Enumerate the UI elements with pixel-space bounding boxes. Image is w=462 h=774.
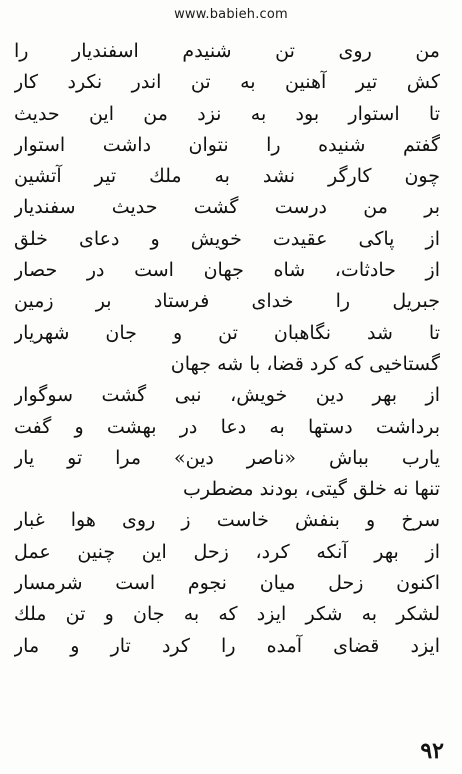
poem-text: [14, 36, 440, 662]
verse-line: برداشت دستها به دعا در بهشت و گفت: [14, 415, 440, 438]
verse-line: من روی تن شنیدم اسفندیار را: [14, 40, 440, 62]
verse-line: گستاخیی که کرد قضا، با شه جهان: [170, 352, 440, 375]
site-url: www.babieh.com: [174, 7, 288, 22]
verse-line: گفتم شنیده را نتوان داشت استوار: [14, 133, 440, 156]
verse-line: از پاکی عقیدت خویش و دعای خلق: [14, 227, 440, 250]
verse-line: اکنون زحل میان نجوم است شرمسار: [14, 572, 440, 595]
verse-line: ایزد قضای آمده را کرد تار و مار: [14, 634, 440, 657]
verse-line: کش تیر آهنین به تن اندر نکرد کار: [14, 71, 440, 94]
verse-line: از بهر آنکه کرد، زحل این چنین عمل: [14, 540, 440, 563]
verse-line: جبریل را خدای فرستاد بر زمین: [14, 290, 440, 313]
verse-line: از حادثات، شاه جهان است در حصار: [14, 259, 440, 282]
verse-line: لشکر به شکر ایزد که به جان و تن ملك: [14, 603, 440, 626]
page-number: ۹۲: [420, 738, 444, 764]
verse-line: تنها نه خلق گیتی، بودند مضطرب: [182, 478, 440, 501]
verse-line: چون کارگر نشد به ملك تير آتشين: [14, 165, 440, 188]
verse-line: تا استوار بود به نزد من این حدیث: [14, 102, 440, 125]
verse-line: بر من درست گشت حدیث سفندیار: [14, 196, 440, 219]
verse-line: از بهر دین خویش، نبی گشت سوگوار: [14, 384, 440, 407]
verse-line: یارب بباش «ناصر دین» مرا تو یار: [14, 446, 440, 469]
verse-line: سرخ و بنفش خاست ز روی هوا غبار: [14, 509, 440, 532]
verse-line: تا شد نگاهبان تن و جان شهریار: [14, 321, 440, 344]
